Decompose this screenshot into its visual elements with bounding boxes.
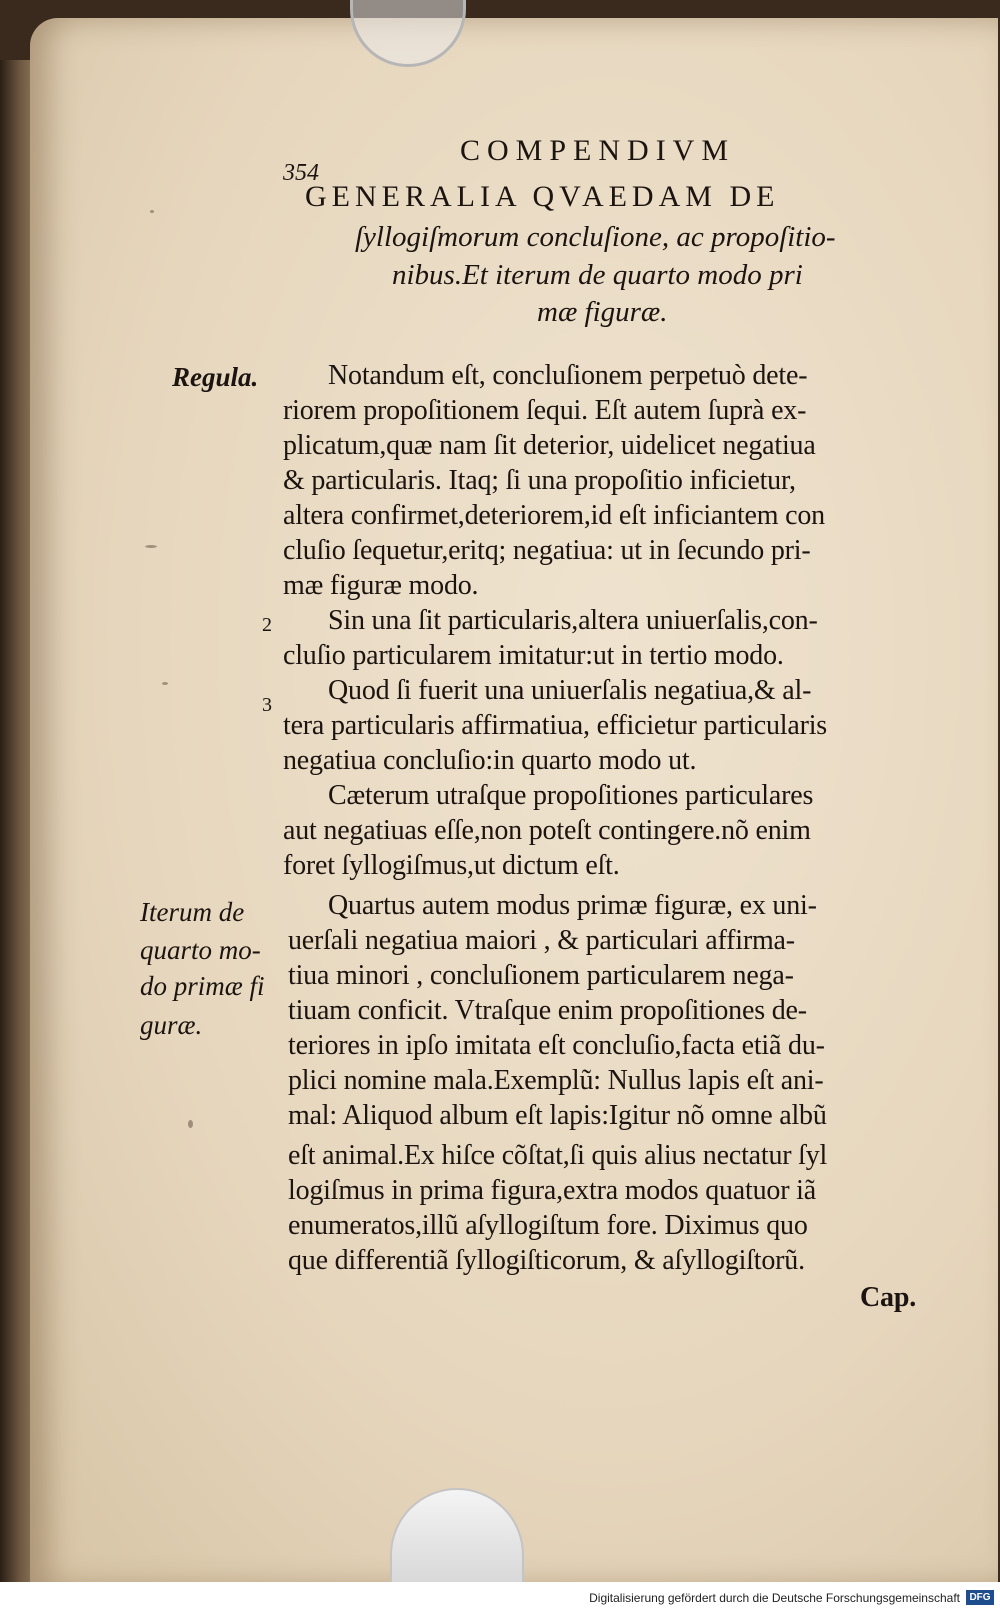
body-line: riorem propoſitionem ſequi. Eſt autem ſuprà ex-	[283, 395, 807, 426]
ink-speck	[188, 1120, 193, 1128]
body-line: mal: Aliquod album eſt lapis:Igitur nõ omne albũ	[288, 1100, 827, 1131]
footer-credit: Digitalisierung gefördert durch die Deutsche Forschungsgemeinschaft	[589, 1591, 960, 1605]
digitization-footer	[0, 1582, 1000, 1617]
body-line: teriores in ipſo imitata eſt concluſio,facta etiã du-	[288, 1030, 825, 1061]
body-line: eſt animal.Ex hiſce cõſtat,ſi quis alius nectatur ſyl	[288, 1140, 828, 1171]
page-number: 354	[283, 160, 319, 186]
body-line: tiua minori , concluſionem particularem nega-	[288, 960, 794, 991]
body-line: que differentiã ſyllogiſticorum, & aſyllogiſtorũ.	[288, 1245, 805, 1276]
body-line: mæ figuræ modo.	[283, 570, 479, 601]
body-line: altera confirmet,deteriorem,id eſt inficiantem con	[283, 500, 825, 531]
catchword: Cap.	[860, 1282, 916, 1313]
body-line: Quartus autem modus primæ figuræ, ex uni-	[328, 890, 817, 921]
body-line: negatiua concluſio:in quarto modo ut.	[283, 745, 697, 776]
ink-speck	[162, 682, 168, 685]
body-line: enumeratos,illũ aſyllogiſtum fore. Diximus quo	[288, 1210, 808, 1241]
body-line: plicatum,quæ nam ſit deterior, uidelicet negatiua	[283, 430, 816, 461]
running-head: COMPENDIVM	[460, 134, 736, 167]
body-line: Sin una ſit particularis,altera uniuerſalis,con-	[328, 605, 818, 636]
margin-number-3: 3	[262, 694, 272, 716]
body-line: Notandum eſt, concluſionem perpetuò dete-	[328, 360, 808, 391]
chapter-title-line-4: mæ figuræ.	[537, 296, 668, 328]
margin-note-iterum-4: guræ.	[140, 1010, 203, 1040]
margin-note-iterum-3: do primæ fi	[140, 971, 265, 1001]
body-line: tera particularis affirmatiua, efficietur particularis	[283, 710, 828, 741]
body-line: & particularis. Itaq; ſi una propoſitio inficietur,	[283, 465, 796, 496]
ink-speck	[150, 210, 154, 213]
dfg-logo: DFG	[966, 1590, 994, 1605]
ink-speck	[145, 545, 157, 548]
margin-note-iterum-2: quarto mo-	[140, 935, 261, 965]
body-line: tiuam conficit. Vtraſque enim propoſitiones de-	[288, 995, 807, 1026]
body-line: uerſali negatiua maiori , & particulari affirma-	[288, 925, 795, 956]
margin-note-regula: Regula.	[172, 362, 259, 392]
body-line: Quod ſi fuerit una uniuerſalis negatiua,& al-	[328, 675, 812, 706]
chapter-title-line-3: nibus.Et iterum de quarto modo pri	[392, 259, 803, 291]
body-line: cluſio particularem imitatur:ut in tertio modo.	[283, 640, 784, 671]
body-line: foret ſyllogiſmus,ut dictum eſt.	[283, 850, 620, 881]
margin-number-2: 2	[262, 614, 272, 636]
body-line: aut negatiuas eſſe,non poteſt contingere.nõ enim	[283, 815, 811, 846]
chapter-title-line-1: GENERALIA QVAEDAM DE	[305, 180, 780, 213]
chapter-title-line-2: ſyllogiſmorum concluſione, ac propoſitio-	[355, 221, 836, 253]
margin-note-iterum-1: Iterum de	[140, 897, 245, 927]
body-line: Cæterum utraſque propoſitiones particulares	[328, 780, 814, 811]
body-line: logiſmus in prima figura,extra modos quatuor iã	[288, 1175, 816, 1206]
body-line: plici nomine mala.Exemplũ: Nullus lapis eſt ani-	[288, 1065, 824, 1096]
body-line: cluſio ſequetur,eritq; negatiua: ut in ſecundo pri-	[283, 535, 811, 566]
